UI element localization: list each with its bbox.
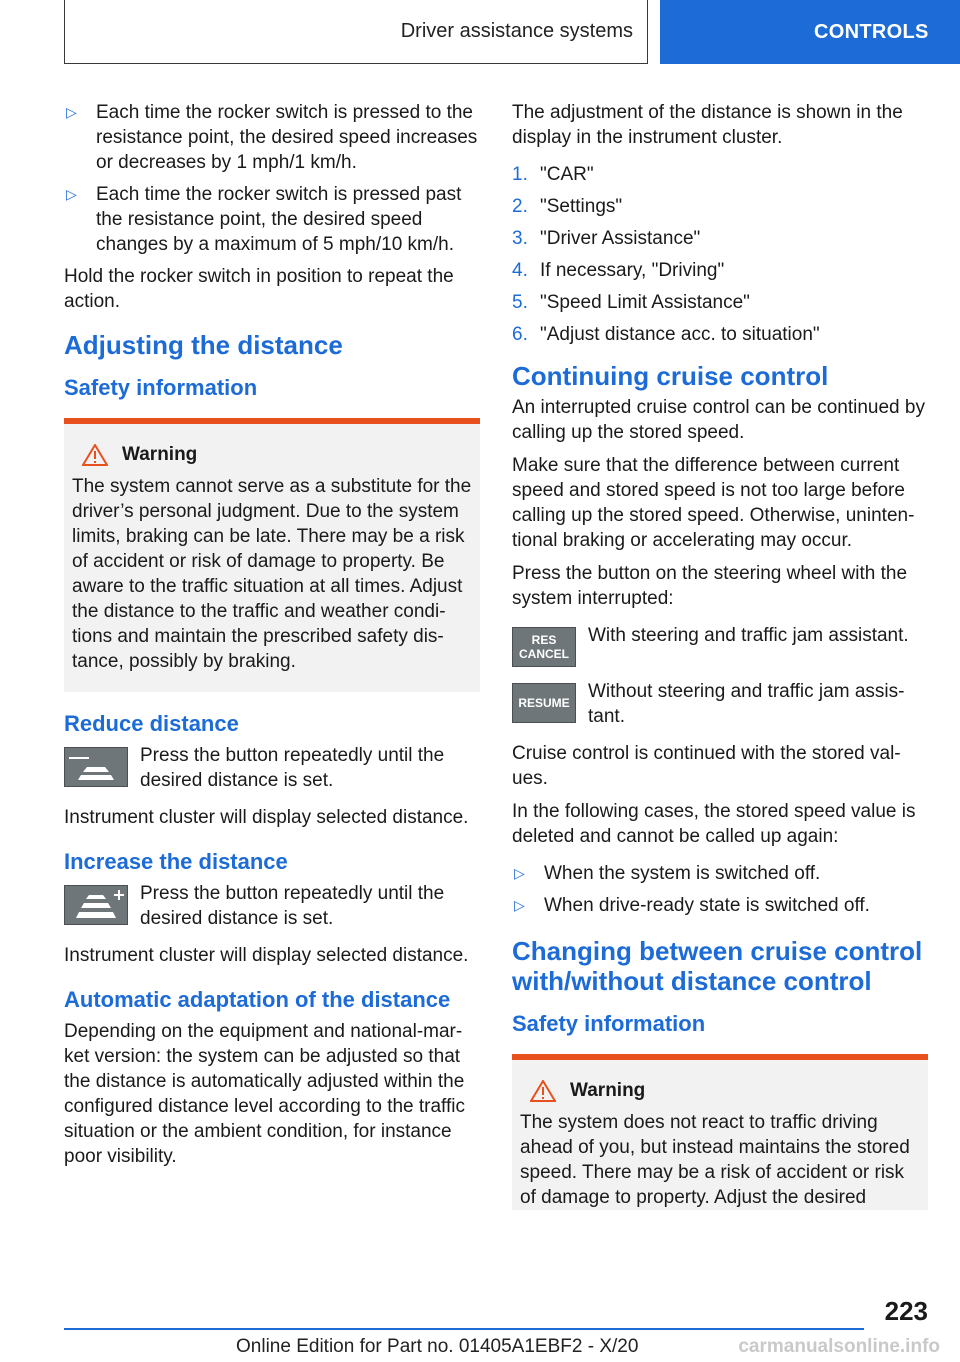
list-item: 1. "CAR" [512,164,594,185]
warning-box [512,1054,928,1210]
warning-triangle-icon [530,1080,556,1102]
warning-triangle-icon [82,444,108,466]
increase-distance-text: Press the button repeatedly until the desired distance is set. [140,883,445,929]
warning-title [82,444,472,466]
reduce-distance-text: Press the button repeatedly until the desired distance is set. [140,745,445,791]
heading-increase-distance: Increase the distance [64,849,288,874]
warning-text: The system does not react to traffic driving ahead of you, but instead maintains the stored speed. There may be a risk of accident or risk of damage to property. Adjust the desired [520,1112,910,1208]
list-item [64,182,480,257]
list-item [512,893,928,918]
paragraph: Depending on the equipment and national-mar‐ket version: the system can be adjusted so that the distance is automatically adjusted within the configured distance level according to the traffic situation or the ambient condition, for instance poor visibility. [64,1021,465,1167]
paragraph: Press the button on the steering wheel with the system interrupted: [512,563,908,609]
warning-title-text: Warning [570,1080,646,1101]
list-item [64,100,480,175]
paragraph: Instrument cluster will display selected distance. [64,807,469,828]
resume-text: Without steering and traffic jam assis‐tant. [588,681,905,727]
warning-title-text: Warning [122,444,198,465]
heading-continuing-cruise-control: Continuing cruise control [512,361,829,391]
list-item: 4. If necessary, "Driving" [512,260,725,281]
triangle-bullet-icon: ▷ [514,865,525,881]
paragraph: The adjustment of the distance is shown in the display in the instrument cluster. [512,102,903,148]
warning-text: The system cannot serve as a substitute for the driver’s personal judgment. Due to the system limits, braking can be late. There may be a risk of accident or risk of damage to property. Be aware to the traffic situation at all times. Adjust the distance to the traffic and weather condi‐tions and maintain the prescribed safety dis‐tance, possibly by braking. [72,476,472,672]
paragraph: In the following cases, the stored speed value is deleted and cannot be called up again: [512,801,916,847]
warning-box [64,418,480,692]
header-section [64,0,648,64]
reduce-distance-button-icon [64,747,128,787]
paragraph: Instrument cluster will display selected distance. [64,945,469,966]
header-section-title: Driver assistance systems [400,20,633,42]
paragraph: Cruise control is continued with the stored val‐ues. [512,743,901,789]
triangle-bullet-icon: ▷ [514,897,525,913]
watermark: carmanualsonline.info [738,1336,940,1357]
paragraph: Hold the rocker switch in position to repeat the action. [64,266,454,312]
increase-distance-row [64,881,480,931]
list-item: 2. "Settings" [512,196,623,217]
heading-automatic-adaptation: Automatic adaptation of the distance [64,987,451,1012]
reduce-distance-row [64,743,480,793]
increase-distance-button-icon [64,885,128,925]
triangle-bullet-icon: ▷ [66,104,77,120]
resume-row [512,679,928,729]
paragraph: Make sure that the difference between current speed and stored speed is not too large before calling up the stored speed. Otherwise, uninten‐tional braking or accelerating may occur. [512,455,915,551]
res-cancel-button-icon: RES CANCEL [512,627,576,667]
left-column [64,100,480,1177]
triangle-bullet-icon: ▷ [66,186,77,202]
right-column [512,100,928,1218]
res-cancel-row [512,623,928,667]
header-chapter-title: CONTROLS [814,20,929,43]
heading-changing-cruise-control: Changing between cruise control with/without distance control [512,936,923,996]
list-item: 3. "Driver Assistance" [512,228,701,249]
heading-adjusting-distance: Adjusting the distance [64,330,343,360]
heading-safety-information-2: Safety information [512,1011,706,1036]
warning-title [530,1080,920,1102]
resume-button-icon: RESUME [512,683,576,723]
list-item-text: When the system is switched off. [544,863,821,884]
heading-reduce-distance: Reduce distance [64,711,239,736]
list-item [512,861,928,886]
paragraph: An interrupted cruise control can be continued by calling up the stored speed. [512,397,925,443]
list-item-text: Each time the rocker switch is pressed to the resistance point, the desired speed increases or decreases by 1 mph/1 km/h. [96,102,478,173]
header-chapter [660,0,960,64]
list-item-text: When drive-ready state is switched off. [544,895,870,916]
list-item: 5. "Speed Limit Assistance" [512,292,750,313]
res-cancel-text: With steering and traffic jam assistant. [588,625,909,646]
list-item-text: Each time the rocker switch is pressed past the resistance point, the desired speed changes by a maximum of 5 mph/10 km/h. [96,184,462,255]
heading-safety-information: Safety information [64,375,258,400]
footer-divider [64,1328,864,1330]
page-number: 223 [884,1296,928,1326]
list-item: 6. "Adjust distance acc. to situation" [512,324,820,345]
footer-edition: Online Edition for Part no. 01405A1EBF2 - X/20 [236,1336,639,1357]
